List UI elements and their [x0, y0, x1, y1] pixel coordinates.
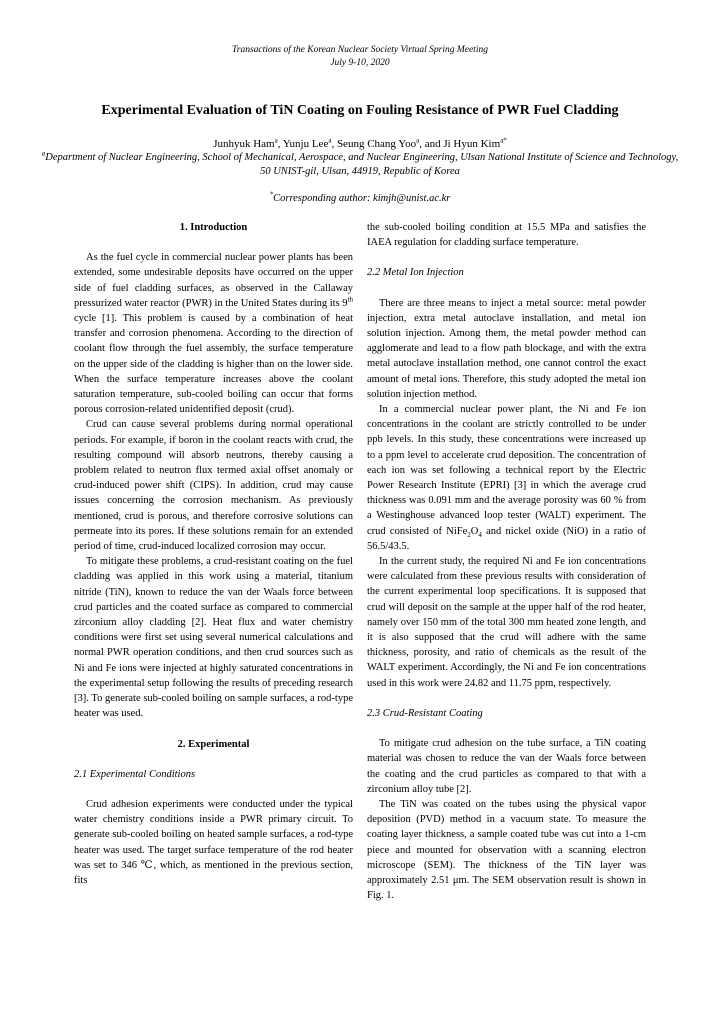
paragraph: There are three means to inject a metal source: metal powder injection, extra metal autoclave installation, and metal ion solution injection. Among them, the metal powder method can agglomerate and lead to a flow path blockage, and with the extra metal autoclave installation method, one cannot control the exact amount of metal ions. Therefore, this study adopted the metal ion solution injection method. [367, 297, 646, 400]
author-name: , and Ji Hyun Kim [419, 138, 501, 150]
affiliation [40, 151, 680, 179]
paragraph [74, 250, 353, 417]
section-heading-experimental: 2. Experimental [177, 738, 250, 750]
paragraph: In the current study, the required Ni and Fe ion concentrations were calculated from these previous results with consideration of the current experimental loop specifications. It is supposed that crud will deposit on the sample at the upper half of the rod heater, namely over 150 mm of the total 300 mm heated zone length, and it is also supposed that the crud will adhere with the same thickness, porosity, and ratio of chemicals as the result of the WALT experiment. Accordingly, the Ni and Fe ion concentrations used in this work were 24.82 and 11.75 ppm, respectively. [367, 556, 646, 689]
paragraph-continued: the sub-cooled boiling condition at 15.5 MPa and satisfies the IAEA regulation for cladding surface temperature. [367, 222, 646, 249]
subscript: 4 [478, 530, 482, 539]
author-affil-mark: a [328, 136, 332, 145]
conference-date: July 9-10, 2020 [330, 58, 390, 68]
corresponding-text: Corresponding author: kimjh@unist.ac.kr [273, 193, 451, 204]
subscript: 2 [467, 530, 471, 539]
paper-title: Experimental Evaluation of TiN Coating on Fouling Resistance of PWR Fuel Cladding [101, 103, 619, 118]
author-name: , Yunju Lee [277, 138, 329, 150]
conference-header: Transactions of the Korean Nuclear Society Virtual Spring Meeting [232, 45, 488, 55]
right-column [367, 220, 646, 903]
paragraph-text: O [470, 525, 479, 537]
author-list [0, 137, 720, 151]
affiliation-mark: a [41, 149, 46, 158]
section-heading-introduction: 1. Introduction [179, 222, 248, 233]
author-affil-mark: a [416, 136, 420, 145]
paragraph: Crud adhesion experiments were conducted under the typical water chemistry conditions inside a PWR primary circuit. To generate sub-cooled boiling on heated sample surfaces, a rod-type heater was used. The target surface temperature of the rod heater was set to 346 ℃, which, as mentioned in the previous section, fits [74, 798, 353, 886]
subsection-heading-conditions: 2.1 Experimental Conditions [74, 768, 196, 780]
subsection-heading-coating: 2.3 Crud-Resistant Coating [367, 707, 483, 719]
author-name: , Seung Chang Yoo [331, 138, 417, 150]
paragraph: Crud can cause several problems during normal operational periods. For example, if boron in the coolant reacts with crud, the resulting compound will absorb neutrons, thereby causing a problem related to neutron flux termed axial offset anomaly or crud-induced power shift (CIPS). In addition, crud may cause issues concerning the corrosion mechanism. As previously mentioned, crud is porous, and therefore corrosive solutions can permeate into its pores. If these solutions remain for an extended period of time, crud-induced localized corrosion may occur. [74, 419, 353, 553]
paragraph-text: As the fuel cycle in commercial nuclear power plants has been extended, some undesirable deposits have occurred on the upper side of fuel cladding surfaces, as observed in the Callaway pressurized water reactor (PWR) in the United States during its 9 [74, 252, 353, 309]
paragraph [367, 402, 646, 554]
ordinal-suffix: th [347, 295, 353, 304]
paragraph: To mitigate crud adhesion on the tube surface, a TiN coating material was chosen to reduce the van der Waals force between the coating and the crud particles as compared to that with a zirconium alloy tube [2]. [367, 738, 646, 795]
author-affil-mark: a [274, 136, 278, 145]
author-affil-mark: a* [500, 136, 507, 145]
left-column [74, 220, 353, 888]
author-name: Junhyuk Ham [213, 138, 275, 150]
paragraph-text: and nickel oxide (NiO) in a ratio of 56.5/43.5. [367, 525, 646, 552]
subsection-heading-metal-ion: 2.2 Metal Ion Injection [367, 267, 464, 279]
paragraph: The TiN was coated on the tubes using the physical vapor deposition (PVD) method in a vacuum state. To measure the coating layer thickness, a sample coated tube was cut into a 1-cm piece and mounted for observation with a scanning electron microscope (SEM). The thickness of the TiN layer was approximately 2.51 μm. The SEM observation result is shown in Fig. 1. [367, 798, 646, 902]
paragraph: To mitigate these problems, a crud-resistant coating on the fuel cladding was applied in this work using a material, titanium nitride (TiN), known to reduce the van der Waals force between crud particles and the coated surface as compared to commercial zirconium alloy cladding [2]. Heat flux and water chemistry conditions were first set using several numerical calculations and normal PWR operation conditions, and then crud sources such as Ni and Fe ions were injected at highly saturated concentrations in the experimental setup following the results of preceding research [3]. To generate sub-cooled boiling on sample surfaces, a rod-type heater was used. [74, 556, 353, 720]
paragraph-text: cycle [1]. This problem is caused by a combination of heat transfer and corrosion phenomena. According to the direction of coolant flow through the fuel assembly, the surface temperature on the upper side of the cladding is higher than on the lower side. When the surface temperature increases above the coolant saturation temperature, sub-cooled boiling can occur that forms porous corrosion-related unidentified deposit (crud). [74, 313, 353, 416]
paragraph-text: In a commercial nuclear power plant, the Ni and Fe ion concentrations in the coolant are strictly controlled to be under ppb levels. In this study, these concentrations were increased up to a ppm level to accelerate crud deposition. The concentration of each ion was set following a technical report by the Electric Power Research Institute (EPRI) [3] in which the average crud thickness was 0.091 mm and the average porosity was 60 % from a Westinghouse advanced loop tester (WALT) experiment. The crud consisted of NiFe [367, 404, 646, 537]
corresponding-author [0, 192, 720, 206]
affiliation-text: Department of Nuclear Engineering, School of Mechanical, Aerospace, and Nuclear Engineering, Ulsan National Institute of Science and Technology, 50 UNIST-gil, Ulsan, 44919, Republic of Korea [45, 152, 679, 177]
corresponding-mark: * [269, 190, 274, 199]
